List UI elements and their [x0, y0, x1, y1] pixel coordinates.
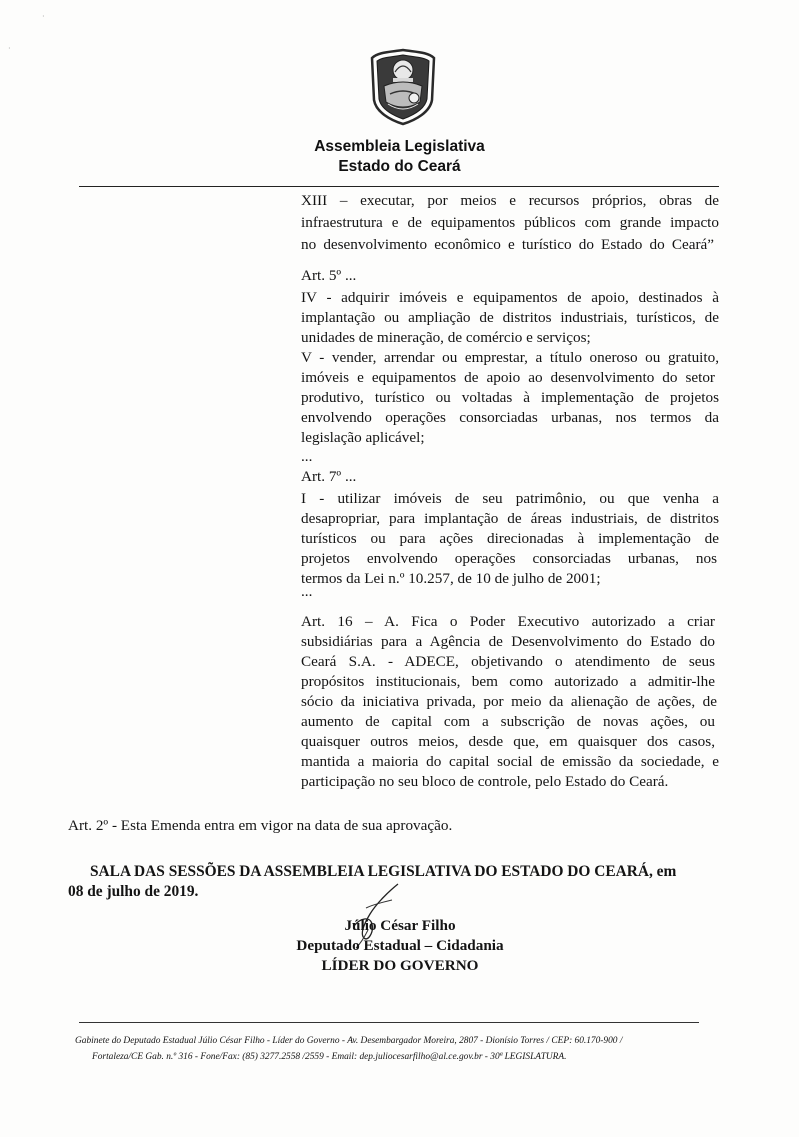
article-2: Art. 2º - Esta Emenda entra em vigor na data de sua aprovação.: [68, 817, 453, 834]
text-line: mantida a maioria do capital social de emissão da sociedade, e: [301, 753, 719, 770]
ellipsis: ...: [301, 583, 313, 600]
text-line: subsidiárias para a Agência de Desenvolvimento do Estado do: [301, 633, 715, 650]
text-line: implantação ou ampliação de distritos industriais, turísticos, de: [301, 309, 719, 326]
institution-name: Assembleia Legislativa: [314, 138, 485, 155]
state-coat-of-arms-icon: [370, 48, 436, 126]
text-line: XIII – executar, por meios e recursos próprios, obras de: [301, 192, 719, 209]
article-heading: Art. 7º ...: [301, 468, 357, 485]
header-divider: [79, 186, 719, 187]
text-line: I - utilizar imóveis de seu patrimônio, ou que venha a: [301, 490, 719, 507]
article-heading: Art. 5º ...: [301, 267, 357, 284]
text-line: aumento de capital com a subscrição de novas ações, ou: [301, 713, 715, 730]
text-line: V - vender, arrendar ou emprestar, a título oneroso ou gratuito,: [301, 349, 719, 366]
signer-role: Deputado Estadual – Cidadania: [296, 937, 504, 954]
session-date: 08 de julho de 2019.: [68, 883, 199, 900]
text-line: unidades de mineração, de comércio e serviços;: [301, 329, 591, 346]
institution-subtitle: Estado do Ceará: [338, 158, 461, 175]
session-line: SALA DAS SESSÕES DA ASSEMBLEIA LEGISLATIVA DO ESTADO DO CEARÁ, em: [90, 863, 677, 880]
text-line: no desenvolvimento econômico e turístico do Estado do Ceará”: [301, 236, 714, 253]
text-line: produtivo, turístico ou voltadas à implementação de projetos: [301, 389, 719, 406]
text-line: envolvendo operações consorciadas urbanas, nos termos da: [301, 409, 719, 426]
signer-name: Júlio César Filho: [344, 917, 456, 934]
scan-speck: ·: [42, 12, 45, 21]
text-line: Art. 16 – A. Fica o Poder Executivo autorizado a criar: [301, 613, 715, 630]
text-line: Ceará S.A. - ADECE, objetivando o atendimento de seus: [301, 653, 715, 670]
signer-title: LÍDER DO GOVERNO: [321, 957, 479, 974]
text-line: infraestrutura e de equipamentos públicos com grande impacto: [301, 214, 719, 231]
ellipsis: ...: [301, 448, 313, 465]
text-line: sócio da iniciativa privada, por meio da alienação de ações, de: [301, 693, 717, 710]
text-line: quaisquer outros meios, desde que, em quaisquer dos casos,: [301, 733, 715, 750]
text-line: imóveis e equipamentos de apoio ao desenvolvimento do setor: [301, 369, 715, 386]
text-line: termos da Lei n.º 10.257, de 10 de julho de 2001;: [301, 570, 601, 587]
footer-address: Gabinete do Deputado Estadual Júlio César Filho - Líder do Governo - Av. Desembargador Moreira, 2807 - Dionísio Torres / CEP: 60.170-900 /: [75, 1036, 623, 1046]
text-line: desapropriar, para implantação de áreas industriais, de distritos: [301, 510, 719, 527]
footer-divider: [79, 1022, 699, 1023]
text-line: turísticos ou para ações direcionadas à implementação de: [301, 530, 719, 547]
footer-contact: Fortaleza/CE Gab. n.º 316 - Fone/Fax: (85) 3277.2558 /2559 - Email: dep.juliocesarfilho@al.ce.gov.br - 30ª LEGISLATURA.: [92, 1052, 567, 1062]
text-line: legislação aplicável;: [301, 429, 425, 446]
text-line: participação no seu bloco de controle, pelo Estado do Ceará.: [301, 773, 669, 790]
scan-speck: ·: [8, 44, 11, 53]
text-line: projetos envolvendo operações consorciadas urbanas, nos: [301, 550, 717, 567]
text-line: propósitos institucionais, bem como autorizado a admitir-lhe: [301, 673, 715, 690]
text-line: IV - adquirir imóveis e equipamentos de apoio, destinados à: [301, 289, 719, 306]
